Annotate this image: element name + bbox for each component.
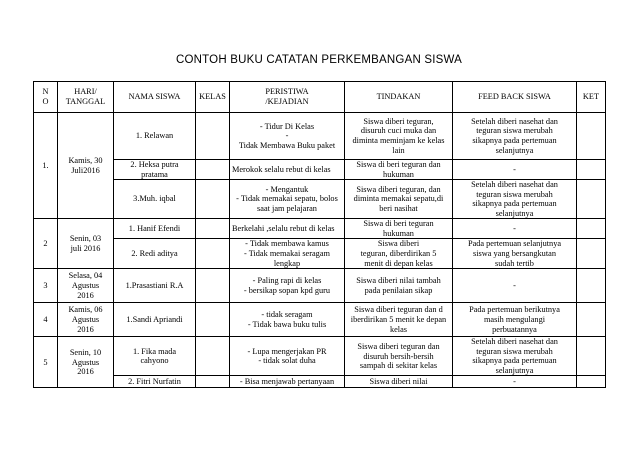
student-name-cell: 1. Fika mada cahyono — [114, 337, 196, 376]
note-cell — [577, 239, 606, 269]
note-cell — [577, 113, 606, 160]
class-cell — [196, 219, 230, 239]
action-cell: Siswa diberi teguran dan disuruh bersih-bersih sampah di sekitar kelas — [345, 337, 453, 376]
date-cell: Senin, 10 Agustus 2016 — [58, 337, 114, 388]
document-title: CONTOH BUKU CATATAN PERKEMBANGAN SISWA — [176, 54, 462, 66]
header-no: N O — [34, 82, 58, 113]
student-name-cell: 2. Heksa putra pratama — [114, 160, 196, 180]
student-name-cell: 1.Sandi Apriandi — [114, 303, 196, 337]
action-cell: Siswa diberi teguran, diberdirikan 5 menit di depan kelas — [345, 239, 453, 269]
action-cell: Siswa di beri teguran hukuman — [345, 219, 453, 239]
header-date: HARI/ TANGGAL — [58, 82, 114, 113]
action-cell: Siswa di beri teguran dan hukuman — [345, 160, 453, 180]
note-cell — [577, 303, 606, 337]
date-cell: Kamis, 06 Agustus 2016 — [58, 303, 114, 337]
student-progress-table — [33, 81, 606, 388]
table-row — [34, 219, 606, 239]
action-cell: Siswa diberi teguran dan d iberdirikan 5 menit ke depan kelas — [345, 303, 453, 337]
class-cell — [196, 303, 230, 337]
note-cell — [577, 180, 606, 219]
event-cell: - Lupa mengerjakan PR - tidak solat duha — [230, 337, 345, 376]
note-cell — [577, 219, 606, 239]
action-cell: Siswa diberi teguran, disuruh cuci muka dan diminta meminjam ke kelas lain — [345, 113, 453, 160]
table-row — [34, 239, 606, 269]
note-cell — [577, 160, 606, 180]
table-row — [34, 180, 606, 219]
student-name-cell: 2. Fitri Nurfatin — [114, 376, 196, 388]
date-cell: Selasa, 04 Agustus 2016 — [58, 269, 114, 303]
header-name: NAMA SISWA — [114, 82, 196, 113]
feedback-cell: - — [453, 269, 577, 303]
student-name-cell: 1.Prasastiani R.A — [114, 269, 196, 303]
feedback-cell: Setelah diberi nasehat dan teguran siswa merubah sikapnya pada pertemuan selanjutnya — [453, 337, 577, 376]
class-cell — [196, 160, 230, 180]
row-number-cell: 1. — [34, 113, 58, 219]
header-row — [34, 82, 606, 113]
table-row — [34, 113, 606, 160]
class-cell — [196, 269, 230, 303]
action-cell: Siswa diberi nilai — [345, 376, 453, 388]
class-cell — [196, 113, 230, 160]
class-cell — [196, 239, 230, 269]
class-cell — [196, 337, 230, 376]
table-row — [34, 337, 606, 376]
event-cell: Berkelahi ,selalu rebut di kelas — [230, 219, 345, 239]
header-feedback: FEED BACK SISWA — [453, 82, 577, 113]
note-cell — [577, 376, 606, 388]
event-cell: - Mengantuk - Tidak memakai sepatu, bolos saat jam pelajaran — [230, 180, 345, 219]
table-row — [34, 376, 606, 388]
event-cell: - tidak seragam - Tidak bawa buku tulis — [230, 303, 345, 337]
student-name-cell: 3.Muh. iqbal — [114, 180, 196, 219]
feedback-cell: Pada pertemuan selanjutnya siswa yang bersangkutan sudah tertib — [453, 239, 577, 269]
feedback-cell: - — [453, 219, 577, 239]
class-cell — [196, 376, 230, 388]
date-cell: Kamis, 30 Juli2016 — [58, 113, 114, 219]
student-name-cell: 2. Redi aditya — [114, 239, 196, 269]
feedback-cell: Setelah diberi nasehat dan teguran siswa merubah sikapnya pada pertemuan selanjutnya — [453, 180, 577, 219]
row-number-cell: 5 — [34, 337, 58, 388]
table-row — [34, 269, 606, 303]
header-action: TINDAKAN — [345, 82, 453, 113]
event-cell: - Paling rapi di kelas - bersikap sopan kpd guru — [230, 269, 345, 303]
event-cell: - Tidak membawa kamus - Tidak memakai seragam lengkap — [230, 239, 345, 269]
row-number-cell: 2 — [34, 219, 58, 269]
header-class: KELAS — [196, 82, 230, 113]
feedback-cell: Pada pertemuan berikutnya masih mengulangi perbuatannya — [453, 303, 577, 337]
event-cell: - Bisa menjawab pertanyaan — [230, 376, 345, 388]
row-number-cell: 3 — [34, 269, 58, 303]
feedback-cell: Setelah diberi nasehat dan teguran siswa merubah sikapnya pada pertemuan selanjutnya — [453, 113, 577, 160]
action-cell: Siswa diberi teguran, dan diminta memakai sepatu,di beri nasihat — [345, 180, 453, 219]
header-note: KET — [577, 82, 606, 113]
header-event: PERISTIWA /KEJADIAN — [230, 82, 345, 113]
table-row — [34, 303, 606, 337]
date-cell: Senin, 03 juli 2016 — [58, 219, 114, 269]
note-cell — [577, 269, 606, 303]
student-name-cell: 1. Relawan — [114, 113, 196, 160]
feedback-cell: - — [453, 160, 577, 180]
event-cell: - Tidur Di Kelas - Tidak Membawa Buku paket — [230, 113, 345, 160]
action-cell: Siswa diberi nilai tambah pada penilaian sikap — [345, 269, 453, 303]
class-cell — [196, 180, 230, 219]
row-number-cell: 4 — [34, 303, 58, 337]
student-name-cell: 1. Hanif Efendi — [114, 219, 196, 239]
event-cell: Merokok selalu rebut di kelas — [230, 160, 345, 180]
feedback-cell: - — [453, 376, 577, 388]
table-row — [34, 160, 606, 180]
note-cell — [577, 337, 606, 376]
